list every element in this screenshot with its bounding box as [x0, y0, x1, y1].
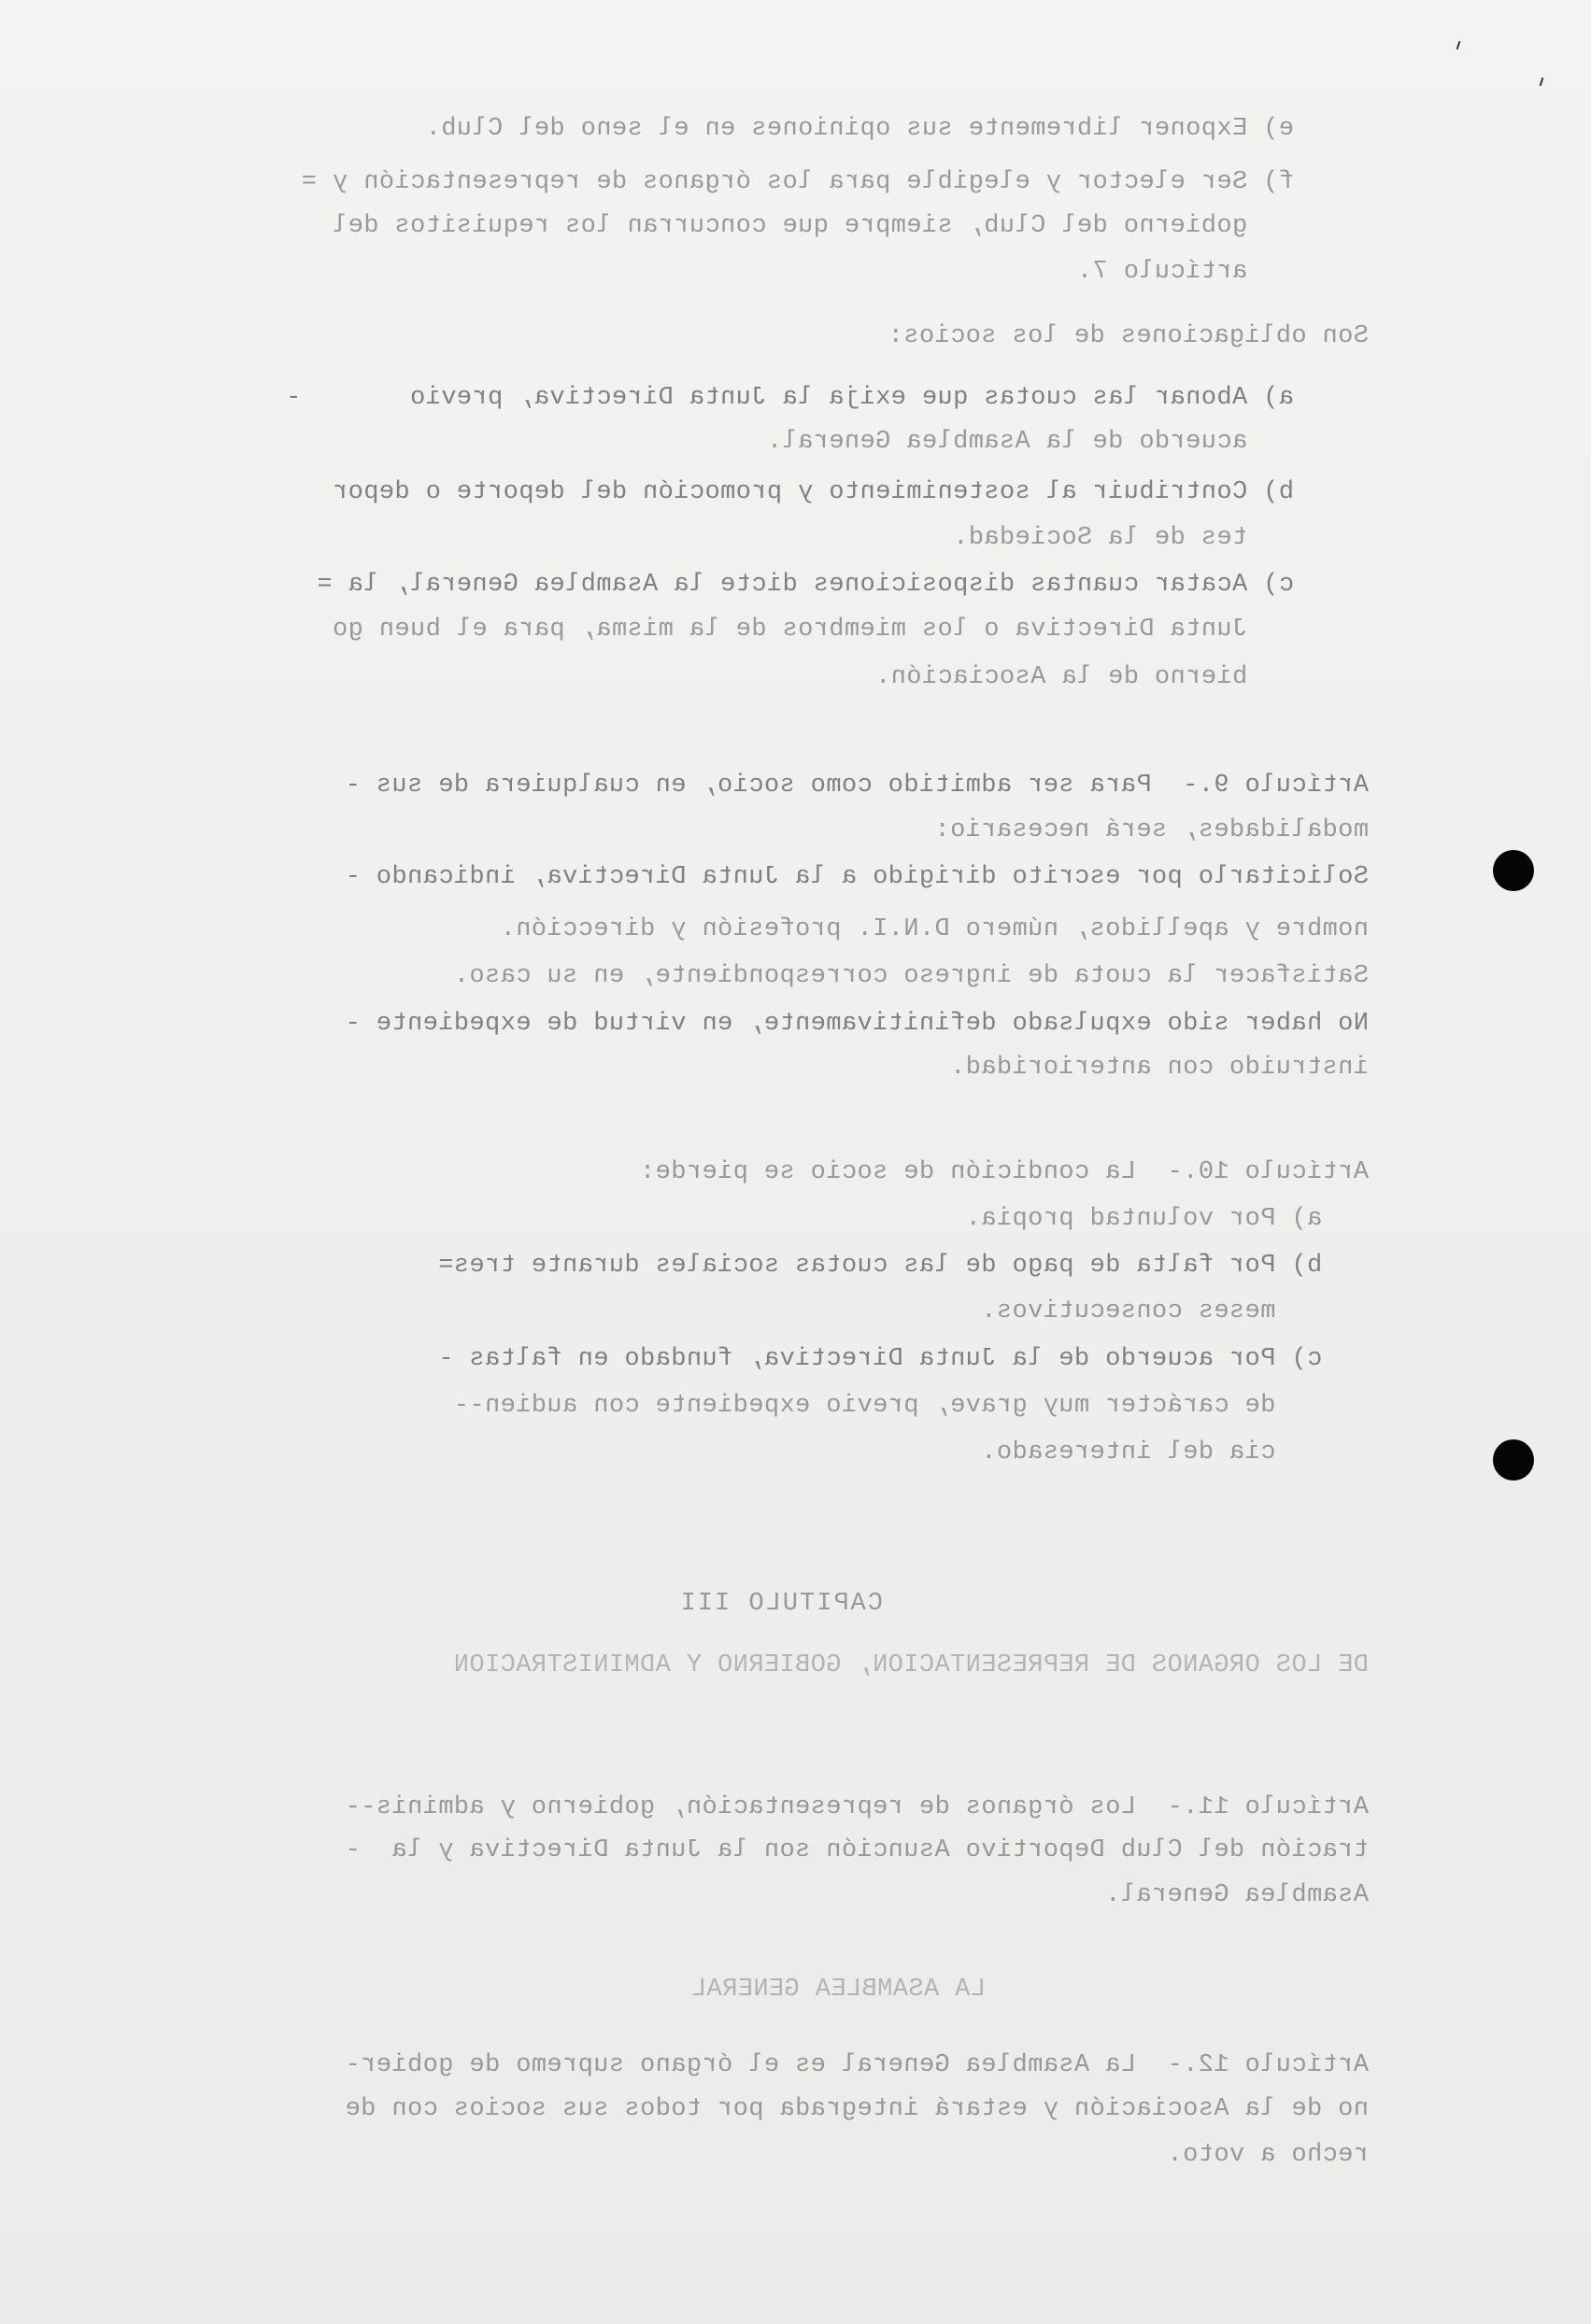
section-heading: LA ASAMBLEA GENERAL — [690, 1976, 986, 2004]
text-line: Junta Directiva o los miembros de la misma, para el buen go — [332, 616, 1294, 644]
punch-hole — [1493, 850, 1534, 891]
text-line: instruido con anterioridad. — [949, 1054, 1369, 1082]
chapter-subheading: DE LOS ORGANOS DE REPRESENTACION, GOBIERNO Y ADMINISTRACION — [453, 1651, 1369, 1679]
text-line: b) Por falta de pago de las cuotas sociales durante tres= — [437, 1252, 1369, 1280]
text-line: Artículo 12.- La Asamblea General es el órgano supremo de gobier- — [345, 2051, 1369, 2079]
text-line: Artículo 11.- Los órganos de representación, gobierno y adminis-- — [345, 1793, 1369, 1821]
text-line: b) Contribuir al sostenimiento y promoción del deporte o depor — [332, 478, 1294, 506]
text-line: Asamblea General. — [1104, 1881, 1369, 1909]
text-line: Son obligaciones de los socios: — [888, 322, 1369, 350]
text-line: Artículo 9.- Para ser admitido como socio, en cualquiera de sus - — [345, 772, 1369, 800]
text-line: Satisfacer la cuota de ingreso correspondiente, en su caso. — [453, 962, 1369, 990]
text-line: artículo 7. — [1076, 258, 1294, 286]
chapter-heading: CAPITULO III — [678, 1590, 883, 1618]
punch-hole — [1493, 1439, 1534, 1481]
text-line: no de la Asociación y estará integrada por todos sus socios con de — [345, 2095, 1369, 2123]
text-line: e) Exponer libremente sus opiniones en el seno del Club. — [425, 115, 1294, 143]
text-line: modalidades, será necesario: — [934, 816, 1369, 844]
text-line: f) Ser elector y elegible para los órganos de representación y = — [301, 168, 1294, 196]
text-line: acuerdo de la Asamblea General. — [766, 428, 1294, 456]
text-line: nombre y apellidos, número D.N.I. profesión y dirección. — [500, 915, 1369, 943]
text-line: a) Abonar las cuotas que exija la Junta Directiva, previo - — [285, 384, 1294, 412]
text-line: cia del interesado. — [980, 1438, 1369, 1467]
text-line: No haber sido expulsado definitivamente, en virtud de expediente - — [345, 1010, 1369, 1038]
text-line: tes de la Sociedad. — [952, 524, 1294, 552]
text-line: c) Acatar cuantas disposiciones dicte la Asamblea General, la = — [317, 571, 1294, 599]
text-line: a) Por voluntad propia. — [965, 1205, 1369, 1233]
text-line: Artículo 10.- La condición de socio se pierde: — [639, 1158, 1369, 1186]
text-line: de carácter muy grave, previo expediente con audien-- — [453, 1392, 1369, 1420]
text-line: Solicitarlo por escrito dirigido a la Junta Directiva, indicando - — [345, 863, 1369, 891]
text-line: bierno de la Asociación. — [874, 663, 1294, 691]
text-line: meses consecutivos. — [980, 1297, 1369, 1325]
text-line: gobierno del Club, siempre que concurran los requisitos del — [332, 212, 1294, 240]
text-line: c) Por acuerdo de la Junta Directiva, fundado en faltas - — [437, 1345, 1369, 1373]
text-line: tración del Club Deportivo Asunción son la Junta Directiva y la - — [345, 1836, 1369, 1864]
text-line: recho a voto. — [1167, 2141, 1369, 2169]
